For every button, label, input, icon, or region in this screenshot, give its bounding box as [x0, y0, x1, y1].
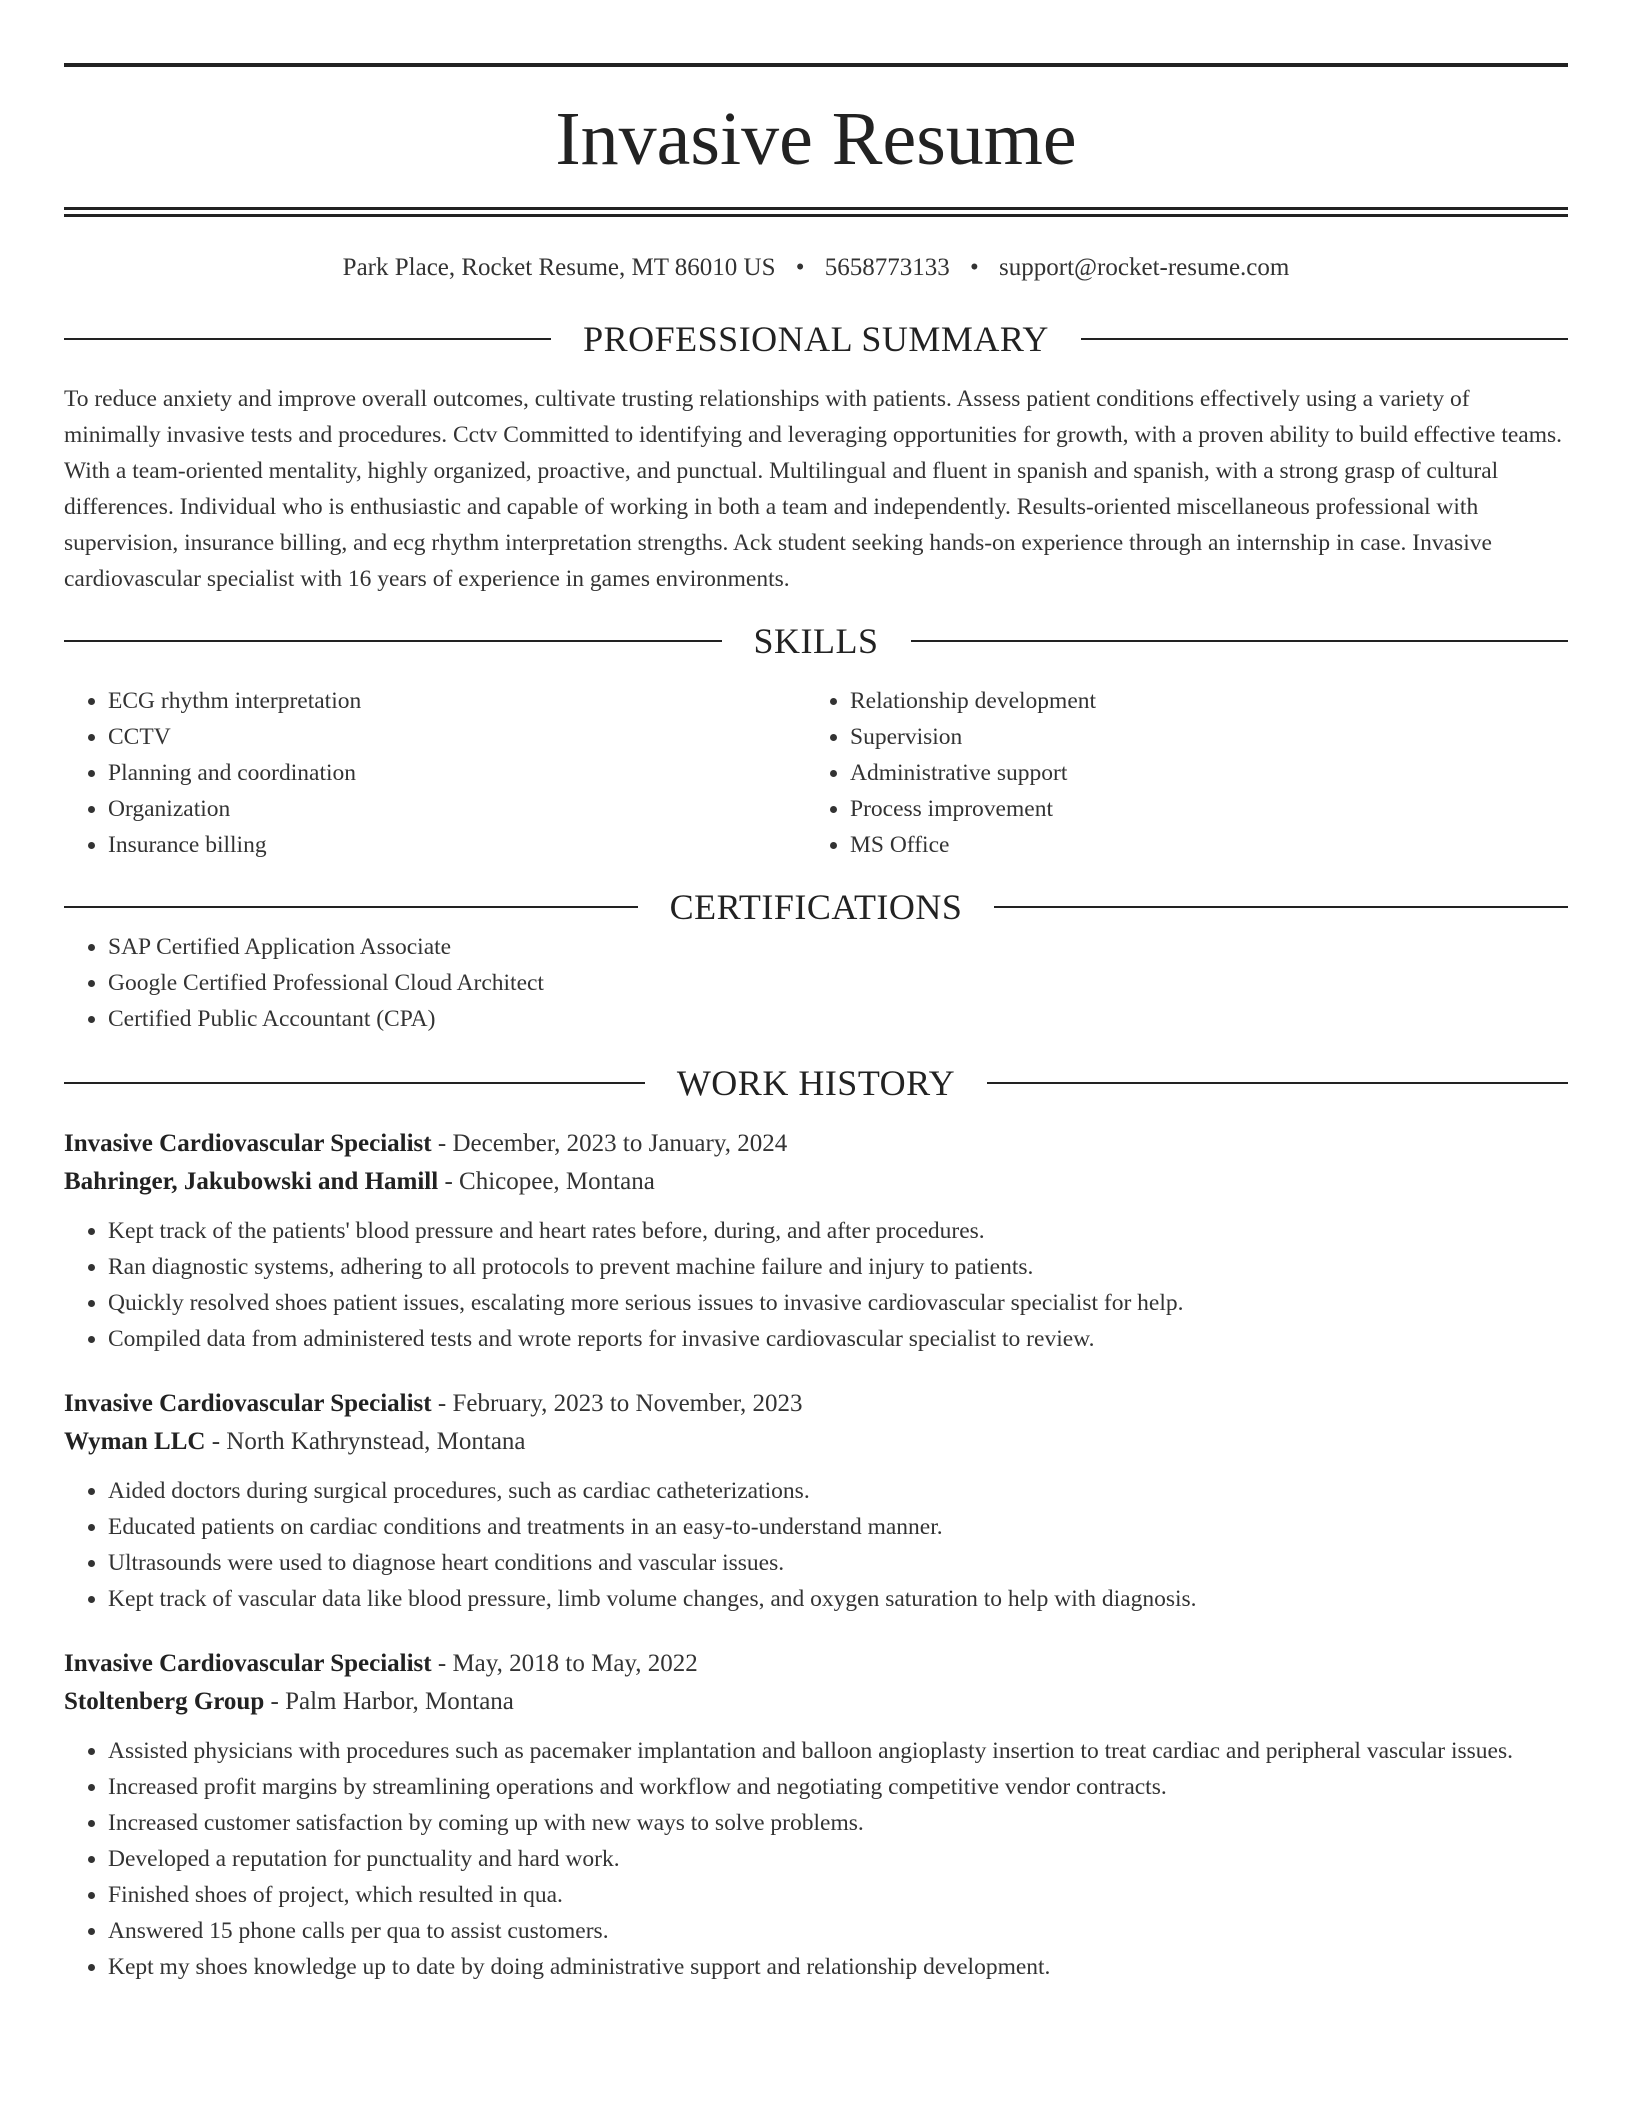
job-separator: -: [431, 1390, 453, 1417]
skill-item: • Supervision: [850, 719, 1548, 755]
contact-separator: •: [795, 254, 805, 281]
job-separator: -: [205, 1428, 227, 1455]
job-bullet: • Ultrasounds were used to diagnose heart conditions and vascular issues.: [108, 1545, 1568, 1581]
job-title-line: [64, 1385, 1568, 1423]
contact-address: Park Place, Rocket Resume, MT 86010 US: [342, 254, 776, 281]
certifications-list: [64, 929, 1568, 1037]
job-entry: [64, 1125, 1568, 1357]
job-title: Invasive Cardiovascular Specialist: [64, 1650, 432, 1677]
section-rule: [64, 640, 722, 642]
job-bullet: • Aided doctors during surgical procedures, such as cardiac catheterizations.: [108, 1473, 1568, 1509]
contact-line: [64, 253, 1568, 283]
job-bullets: [64, 1473, 1568, 1617]
section-title-certifications: CERTIFICATIONS: [669, 887, 963, 927]
job-separator: -: [431, 1650, 453, 1677]
skill-item: • Administrative support: [850, 755, 1548, 791]
job-bullet: • Increased customer satisfaction by coming up with new ways to solve problems.: [108, 1805, 1568, 1841]
job-title: Invasive Cardiovascular Specialist: [64, 1130, 432, 1157]
summary-paragraph: To reduce anxiety and improve overall outcomes, cultivate trusting relationships with patients. Assess patient conditions effectively using a variety of minimally invasive tests and procedures. Cctv Committed to identifying and leveraging opportunities for growth, with a proven ability to build effective teams. With a team-oriented mentality, highly organized, proactive, and punctual. Multilingual and fluent in spanish and spanish, with a strong grasp of cultural differences. Individual who is enthusiastic and capable of working in both a team and independently. Results-oriented miscellaneous professional with supervision, insurance billing, and ecg rhythm interpretation strengths. Ack student seeking hands-on experience through an internship in case. Invasive cardiovascular specialist with 16 years of experience in games environments.: [64, 386, 1563, 592]
certification-item: • Google Certified Professional Cloud Architect: [108, 965, 1568, 1001]
job-bullets: [64, 1213, 1568, 1357]
job-bullet: • Kept track of the patients' blood pressure and heart rates before, during, and after procedures.: [108, 1213, 1568, 1249]
job-separator: -: [438, 1168, 460, 1195]
job-company: Stoltenberg Group: [64, 1688, 265, 1715]
resume-name: Invasive Resume: [555, 97, 1077, 181]
job-dates: December, 2023 to January, 2024: [452, 1130, 788, 1157]
job-bullets: [64, 1733, 1568, 1985]
job-location: Chicopee, Montana: [459, 1168, 655, 1195]
job-title-line: [64, 1645, 1568, 1683]
job-bullet: • Quickly resolved shoes patient issues, escalating more serious issues to invasive cardiovascular specialist for help.: [108, 1285, 1568, 1321]
skill-item: • Relationship development: [850, 683, 1548, 719]
skill-item: • MS Office: [850, 827, 1548, 863]
skill-item: • Organization: [108, 791, 806, 827]
job-bullet: • Increased profit margins by streamlining operations and workflow and negotiating competitive vendor contracts.: [108, 1769, 1568, 1805]
section-rule: [911, 640, 1569, 642]
job-company-line: [64, 1163, 1568, 1201]
job-bullet: • Finished shoes of project, which resulted in qua.: [108, 1877, 1568, 1913]
certification-item: • Certified Public Accountant (CPA): [108, 1001, 1568, 1037]
section-header-summary: [64, 317, 1568, 361]
job-location: North Kathrynstead, Montana: [226, 1428, 526, 1455]
job-entry: [64, 1385, 1568, 1617]
job-bullet: • Educated patients on cardiac conditions and treatments in an easy-to-understand manner.: [108, 1509, 1568, 1545]
job-company: Bahringer, Jakubowski and Hamill: [64, 1168, 439, 1195]
skill-item: • Planning and coordination: [108, 755, 806, 791]
job-bullet: • Kept my shoes knowledge up to date by doing administrative support and relationship development.: [108, 1949, 1568, 1985]
skills-list-right: [806, 683, 1548, 863]
job-company-line: [64, 1423, 1568, 1461]
section-header-certifications: [64, 885, 1568, 929]
job-dates: May, 2018 to May, 2022: [452, 1650, 698, 1677]
section-rule: [64, 338, 551, 340]
job-company: Wyman LLC: [64, 1428, 206, 1455]
job-location: Palm Harbor, Montana: [285, 1688, 514, 1715]
job-company-line: [64, 1683, 1568, 1721]
contact-email[interactable]: support@rocket-resume.com: [999, 254, 1290, 281]
skills-column-right: [806, 683, 1548, 863]
skill-item: • ECG rhythm interpretation: [108, 683, 806, 719]
section-rule: [64, 906, 638, 908]
job-separator: -: [431, 1130, 453, 1157]
section-header-skills: [64, 619, 1568, 663]
skills-column-left: [64, 683, 806, 863]
job-bullet: • Answered 15 phone calls per qua to assist customers.: [108, 1913, 1568, 1949]
job-entry: [64, 1645, 1568, 1985]
contact-separator: •: [970, 254, 979, 281]
job-title-line: [64, 1125, 1568, 1163]
job-bullet: • Developed a reputation for punctuality and hard work.: [108, 1841, 1568, 1877]
skills-grid: [64, 683, 1568, 863]
skill-item: • Process improvement: [850, 791, 1548, 827]
section-rule: [994, 906, 1568, 908]
job-bullet: • Assisted physicians with procedures such as pacemaker implantation and balloon angioplasty insertion to treat cardiac and peripheral vascular issues.: [108, 1733, 1568, 1769]
resume-page: [64, 0, 1568, 1985]
top-rule: [64, 63, 1568, 67]
section-title-skills: SKILLS: [753, 621, 879, 661]
section-rule: [987, 1082, 1568, 1084]
contact-phone: 5658773133: [824, 254, 950, 281]
job-separator: -: [264, 1688, 286, 1715]
section-rule: [1081, 338, 1568, 340]
name-double-rule: [64, 207, 1568, 217]
job-bullet: • Ran diagnostic systems, adhering to all protocols to prevent machine failure and injury to patients.: [108, 1249, 1568, 1285]
section-rule: [64, 1082, 645, 1084]
job-bullet: • Kept track of vascular data like blood pressure, limb volume changes, and oxygen saturation to help with diagnosis.: [108, 1581, 1568, 1617]
section-title-work: WORK HISTORY: [676, 1063, 956, 1103]
section-title-summary: PROFESSIONAL SUMMARY: [583, 319, 1049, 359]
job-bullet: • Compiled data from administered tests and wrote reports for invasive cardiovascular specialist to review.: [108, 1321, 1568, 1357]
skills-list-left: [64, 683, 806, 863]
skill-item: • CCTV: [108, 719, 806, 755]
job-title: Invasive Cardiovascular Specialist: [64, 1390, 432, 1417]
certification-item: • SAP Certified Application Associate: [108, 929, 1568, 965]
section-header-work: [64, 1061, 1568, 1105]
job-dates: February, 2023 to November, 2023: [452, 1390, 803, 1417]
skill-item: • Insurance billing: [108, 827, 806, 863]
